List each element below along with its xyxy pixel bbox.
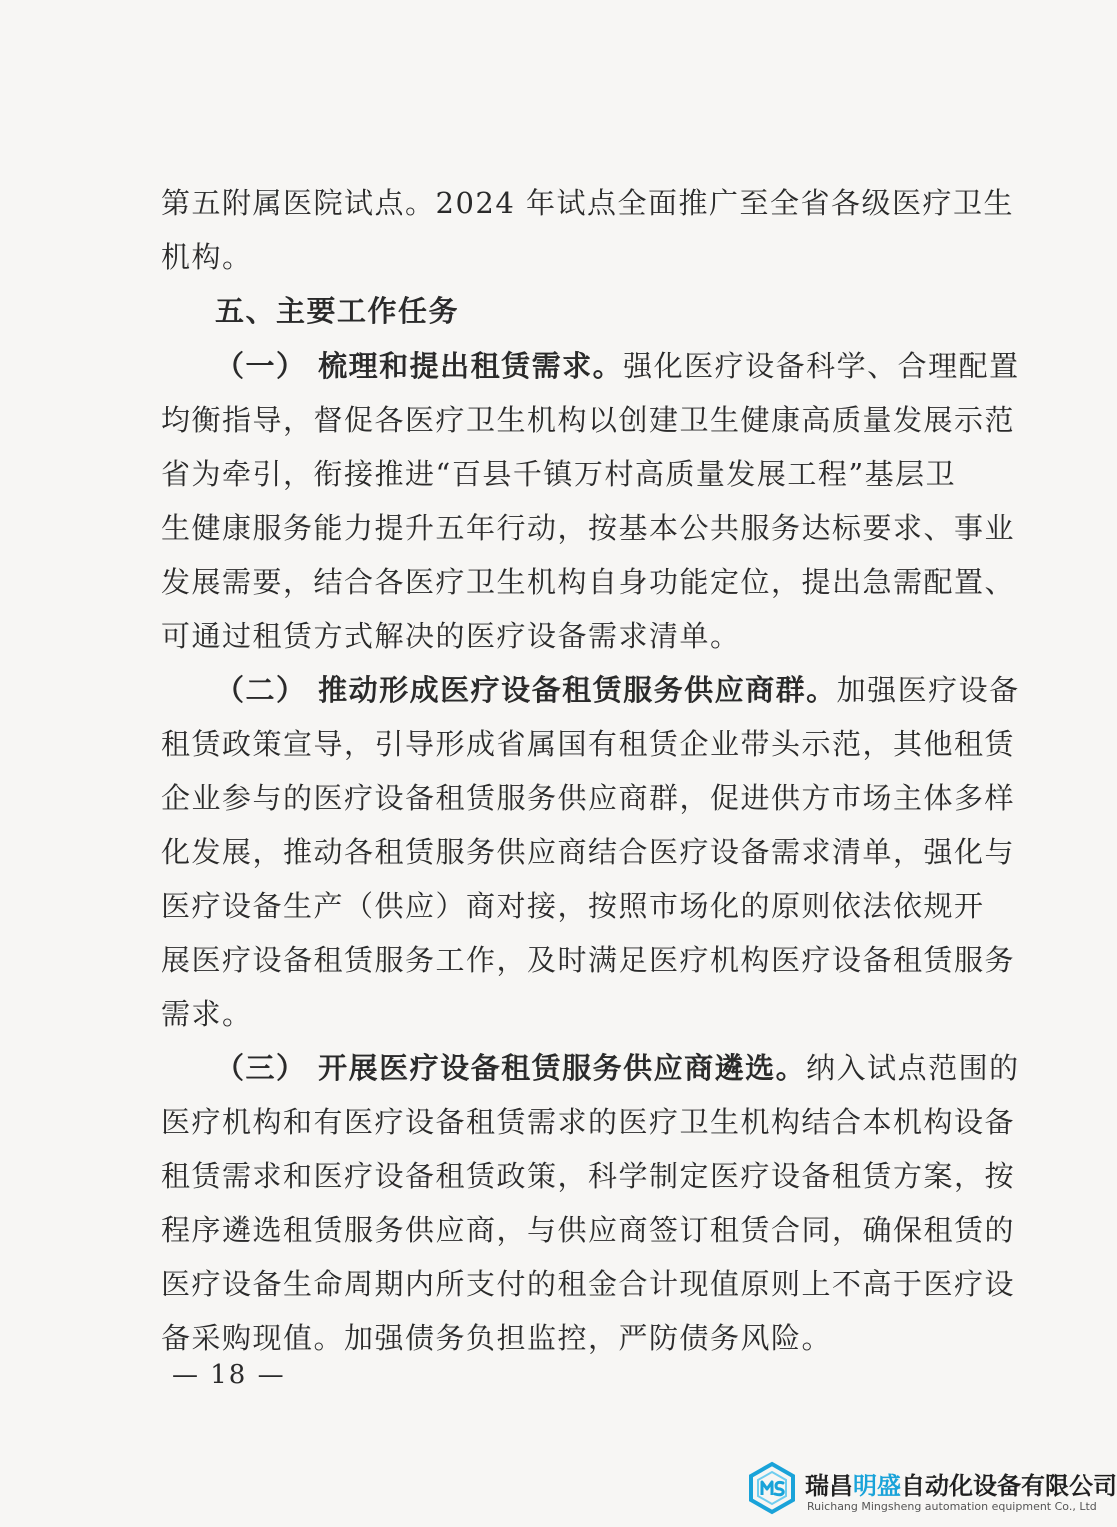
text-line-first	[215, 673, 1020, 707]
text-line: 化发展，推动各租赁服务供应商结合医疗设备需求清单，强化与	[161, 835, 1016, 869]
text-line: 生健康服务能力提升五年行动，按基本公共服务达标要求、事业	[161, 511, 1016, 545]
paragraph-text: 加强医疗设备	[836, 673, 1020, 707]
text-line: 均衡指导，督促各医疗卫生机构以创建卫生健康高质量发展示范	[161, 403, 1016, 437]
text-line: 医疗机构和有医疗设备租赁需求的医疗卫生机构结合本机构设备	[161, 1105, 1016, 1139]
paragraph-text: 强化医疗设备科学、合理配置	[623, 349, 1020, 383]
text-line: 可通过租赁方式解决的医疗设备需求清单。	[161, 619, 741, 653]
brand-english-name: Ruichang Mingsheng automation equipment Co., Ltd	[807, 1500, 1097, 1513]
text-line: 租赁政策宣导，引导形成省属国有租赁企业带头示范，其他租赁	[161, 727, 1016, 761]
paragraph-lead: （一） 梳理和提出租赁需求。	[215, 349, 624, 383]
text-line: 需求。	[161, 997, 253, 1031]
text-line: 企业参与的医疗设备租赁服务供应商群，促进供方市场主体多样	[161, 781, 1016, 815]
section-heading: 五、主要工作任务	[215, 294, 460, 328]
paragraph-lead: （三） 开展医疗设备租赁服务供应商遴选。	[215, 1051, 807, 1085]
text-line: 医疗设备生命周期内所支付的租金合计现值原则上不高于医疗设	[161, 1267, 1016, 1301]
text-line: 展医疗设备租赁服务工作，及时满足医疗机构医疗设备租赁服务	[161, 943, 1016, 977]
paragraph-lead: （二） 推动形成医疗设备租赁服务供应商群。	[215, 673, 837, 707]
text-line: 发展需要，结合各医疗卫生机构自身功能定位，提出急需配置、	[161, 565, 1016, 599]
page-number: — 18 —	[172, 1360, 286, 1390]
ms-hexagon-logo-icon	[748, 1462, 796, 1514]
text-line: 机构。	[161, 240, 253, 274]
text-line: 医疗设备生产（供应）商对接，按照市场化的原则依法依规开	[161, 889, 985, 923]
paragraph-text: 纳入试点范围的	[806, 1051, 1020, 1085]
text-line: 租赁需求和医疗设备租赁政策，科学制定医疗设备租赁方案，按	[161, 1159, 1016, 1193]
text-line: 备采购现值。加强债务负担监控，严防债务风险。	[161, 1321, 833, 1355]
brand-name: 瑞昌明盛自动化设备有限公司	[805, 1472, 1117, 1500]
text-line-first	[215, 349, 1020, 383]
text-line-first	[215, 1051, 1020, 1085]
text-line: 第五附属医院试点。2024 年试点全面推广至全省各级医疗卫生	[161, 186, 1015, 220]
text-line: 省为牵引，衔接推进“百县千镇万村高质量发展工程”基层卫	[161, 457, 957, 491]
text-line: 程序遴选租赁服务供应商，与供应商签订租赁合同，确保租赁的	[161, 1213, 1016, 1247]
